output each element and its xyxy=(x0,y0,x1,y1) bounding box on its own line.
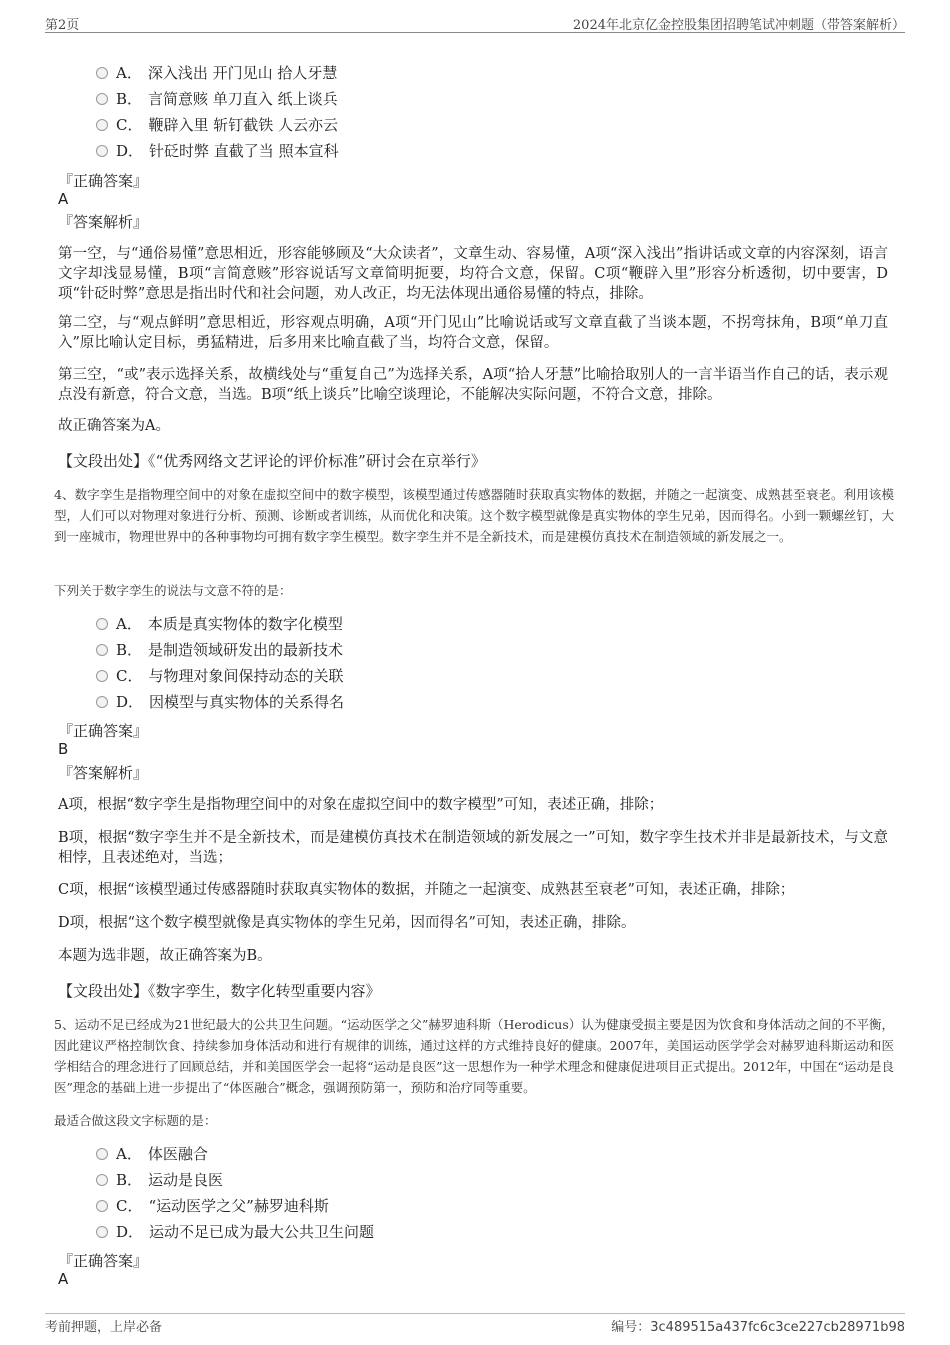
analysis-paragraph: D项，根据“这个数字模型就像是真实物体的孪生兄弟，因而得名”可知，表述正确，排除。 xyxy=(58,915,636,931)
q5-option-a[interactable]: A． 体医融合 xyxy=(96,1143,208,1165)
radio-icon[interactable] xyxy=(96,696,108,708)
question-stem: 4、数字孪生是指物理空间中的对象在虚拟空间中的数字模型，该模型通过传感器随时获取真实物体的数据，并随之一起演变、成熟甚至衰老。利用该模型，人们可以对物理对象进行分析、预测、诊断或者训练，从而优化和决策。这个数字模型就像是真实物体的孪生兄弟，因而得名。小到一颗螺丝钉，大到一座城市，物理世界中的各种事物均可拥有数字孪生模型。数字孪生并不是全新技术，而是建模仿真技术在制造领域的新发展之一。 xyxy=(54,487,894,544)
page-footer xyxy=(45,1313,905,1336)
analysis-conclusion: 故正确答案为A。 xyxy=(58,418,170,434)
q4-option-b[interactable]: B． 是制造领域研发出的最新技术 xyxy=(96,639,343,661)
radio-icon[interactable] xyxy=(96,1174,108,1186)
radio-icon[interactable] xyxy=(96,67,108,79)
radio-icon[interactable] xyxy=(96,1226,108,1238)
source-citation: 【文段出处】《数字孪生，数字化转型重要内容》 xyxy=(58,982,381,1000)
analysis-paragraph: C项，根据“该模型通过传感器随时获取真实物体的数据，并随之一起演变、成熟甚至衰老”可知，表述正确，排除； xyxy=(58,882,795,898)
analysis-paragraph: 第三空，“或”表示选择关系，故横线处与“重复自己”为选择关系，A项“拾人牙慧”比喻拾取别人的一言半语当作自己的话，表示观点没有新意，符合文意，当选。B项“纸上谈兵”比喻空谈理论，不能解决实际问题，不符合文意，排除。 xyxy=(58,367,888,403)
q4-option-c[interactable]: C． 与物理对象间保持动态的关联 xyxy=(96,665,344,687)
answer-value: B xyxy=(58,740,69,758)
q5-option-c[interactable]: C． “运动医学之父”赫罗迪科斯 xyxy=(96,1195,329,1217)
page-number: 第2页 xyxy=(45,18,80,33)
analysis-label: 『答案解析』 xyxy=(58,213,149,231)
q5-option-b[interactable]: B． 运动是良医 xyxy=(96,1169,223,1191)
q3-option-b[interactable]: B． 言简意赅 单刀直入 纸上谈兵 xyxy=(96,88,338,110)
analysis-conclusion: 本题为选非题，故正确答案为B。 xyxy=(58,948,272,964)
q5-option-d[interactable]: D． 运动不足已成为最大公共卫生问题 xyxy=(96,1221,374,1243)
radio-icon[interactable] xyxy=(96,145,108,157)
analysis-paragraph: 第二空，与“观点鲜明”意思相近，形容观点明确，A项“开门见山”比喻说话或写文章直截了当谈本题，不拐弯抹角，B项“单刀直入”原比喻认定目标，勇猛精进，后多用来比喻直截了当，均符合文意，保留。 xyxy=(58,315,888,351)
answer-value: A xyxy=(58,1270,69,1288)
q3-option-d[interactable]: D． 针砭时弊 直截了当 照本宣科 xyxy=(96,140,339,162)
footer-slogan: 考前押题，上岸必备 xyxy=(45,1320,163,1335)
document-title: 2024年北京亿金控股集团招聘笔试冲刺题（带答案解析） xyxy=(572,18,905,33)
radio-icon[interactable] xyxy=(96,93,108,105)
radio-icon[interactable] xyxy=(96,1148,108,1160)
document-code: 编号：3c489515a437fc6c3ce227cb28971b98 xyxy=(611,1320,905,1335)
q3-option-c[interactable]: C． 鞭辟入里 斩钉截铁 人云亦云 xyxy=(96,114,338,136)
radio-icon[interactable] xyxy=(96,1200,108,1212)
radio-icon[interactable] xyxy=(96,670,108,682)
question-prompt: 下列关于数字孪生的说法与文意不符的是： xyxy=(54,583,292,598)
question-prompt: 最适合做这段文字标题的是： xyxy=(54,1113,217,1128)
q4-option-d[interactable]: D． 因模型与真实物体的关系得名 xyxy=(96,691,344,713)
page-header xyxy=(45,12,905,33)
answer-label: 『正确答案』 xyxy=(58,172,149,190)
question-stem: 5、运动不足已经成为21世纪最大的公共卫生问题。“运动医学之父”赫罗迪科斯（Herodicus）认为健康受损主要是因为饮食和身体活动之间的不平衡，因此建议严格控制饮食、持续参加身体活动和进行有规律的训练，通过这样的方式维持良好的健康。2007年，美国运动医学学会对赫罗迪科斯运动和医学相结合的理念进行了回顾总结，并和美国医学会一起将“运动是良医”这一思想作为一种学术理念和健康促进项目正式提出。2012年，中国在“运动是良医”理念的基础上进一步提出了“体医融合”概念，强调预防第一，预防和治疗同等重要。 xyxy=(54,1017,894,1095)
analysis-label: 『答案解析』 xyxy=(58,764,149,782)
radio-icon[interactable] xyxy=(96,644,108,656)
source-citation: 【文段出处】《“优秀网络文艺评论的评价标准”研讨会在京举行》 xyxy=(58,452,486,470)
q4-option-a[interactable]: A． 本质是真实物体的数字化模型 xyxy=(96,613,343,635)
radio-icon[interactable] xyxy=(96,618,108,630)
analysis-paragraph: B项，根据“数字孪生并不是全新技术，而是建模仿真技术在制造领域的新发展之一”可知，数字孪生技术并非是最新技术，与文意相悖，且表述绝对，当选； xyxy=(58,830,888,866)
answer-label: 『正确答案』 xyxy=(58,722,149,740)
analysis-paragraph: A项，根据“数字孪生是指物理空间中的对象在虚拟空间中的数字模型”可知，表述正确，排除； xyxy=(58,797,664,813)
answer-label: 『正确答案』 xyxy=(58,1252,149,1270)
analysis-paragraph: 第一空，与“通俗易懂”意思相近，形容能够顾及“大众读者”，文章生动、容易懂，A项“深入浅出”指讲话或文章的内容深刻，语言文字却浅显易懂，B项“言简意赅”形容说话写文章简明扼要，均符合文意，保留。C项“鞭辟入里”形容分析透彻，切中要害，D项“针砭时弊”意思是指出时代和社会问题，劝人改正，均无法体现出通俗易懂的特点，排除。 xyxy=(58,246,888,302)
radio-icon[interactable] xyxy=(96,119,108,131)
answer-value: A xyxy=(58,190,69,208)
q3-option-a[interactable]: A． 深入浅出 开门见山 拾人牙慧 xyxy=(96,62,337,84)
